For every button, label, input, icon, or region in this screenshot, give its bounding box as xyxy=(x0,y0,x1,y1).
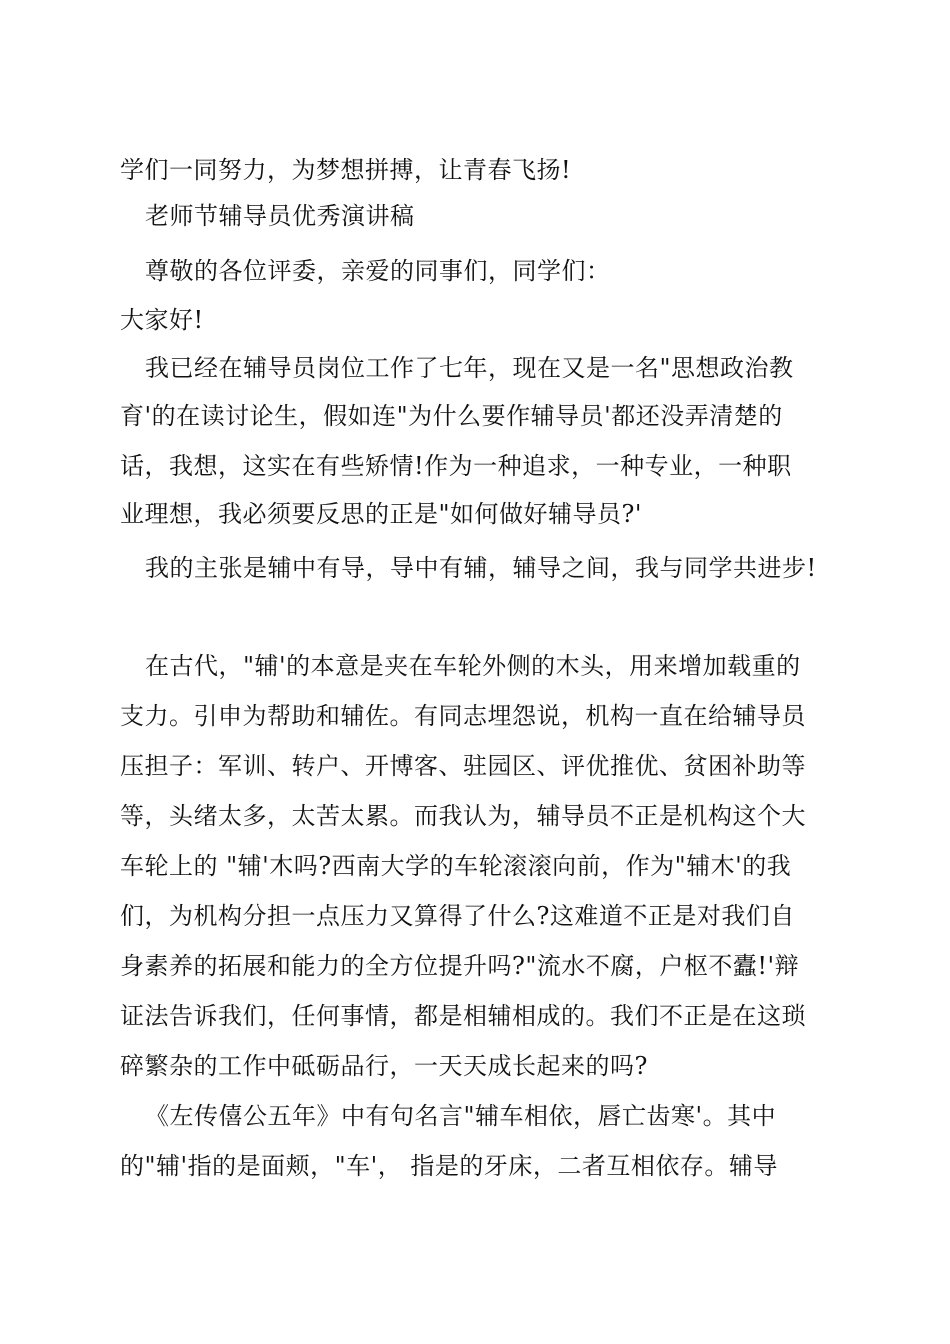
text-line: 的"辅'指的是面颊，"车'， 指是的牙床，二者互相依存。辅导 xyxy=(120,1152,778,1180)
text-line: 证法告诉我们，任何事情，都是相辅相成的。我们不正是在这琐 xyxy=(120,1002,806,1030)
speech-title: 老师节辅导员优秀演讲稿 xyxy=(145,202,415,230)
text-line: 压担子：军训、转户、开博客、驻园区、评优推优、贫困补助等 xyxy=(120,752,806,780)
text-line: 碎繁杂的工作中砥砺品行，一天天成长起来的吗? xyxy=(120,1052,648,1080)
salutation: 尊敬的各位评委，亲爱的同事们，同学们： xyxy=(145,257,611,285)
greeting: 大家好! xyxy=(120,306,204,334)
text-line: 身素养的拓展和能力的全方位提升吗?"流水不腐，户枢不蠹!'辩 xyxy=(120,952,800,980)
text-line: 育'的在读讨论生，假如连"为什么要作辅导员'都还没弄清楚的 xyxy=(120,402,783,430)
text-line: 《左传僖公五年》中有句名言"辅车相依，唇亡齿寒'。其中 xyxy=(145,1102,777,1130)
text-line: 学们一同努力，为梦想拼搏，让青春飞扬! xyxy=(120,156,572,184)
text-line: 话，我想，这实在有些矫情!作为一种追求，一种专业，一种职 xyxy=(120,452,792,480)
text-line: 我的主张是辅中有导，导中有辅，辅导之间，我与同学共进步! xyxy=(145,554,817,582)
text-line: 车轮上的 "辅'木吗?西南大学的车轮滚滚向前，作为"辅木'的我 xyxy=(120,852,792,880)
text-line: 们，为机构分担一点压力又算得了什么?这难道不正是对我们自 xyxy=(120,902,795,930)
text-line: 等，头绪太多，太苦太累。而我认为，辅导员不正是机构这个大 xyxy=(120,802,806,830)
text-line: 业理想，我必须要反思的正是"如何做好辅导员?' xyxy=(120,500,643,528)
text-line: 支力。引申为帮助和辅佐。有同志埋怨说，机构一直在给辅导员 xyxy=(120,702,806,730)
text-line: 在古代，"辅'的本意是夹在车轮外侧的木头，用来增加载重的 xyxy=(145,652,801,680)
text-line: 我已经在辅导员岗位工作了七年，现在又是一名"思想政治教 xyxy=(145,354,794,382)
